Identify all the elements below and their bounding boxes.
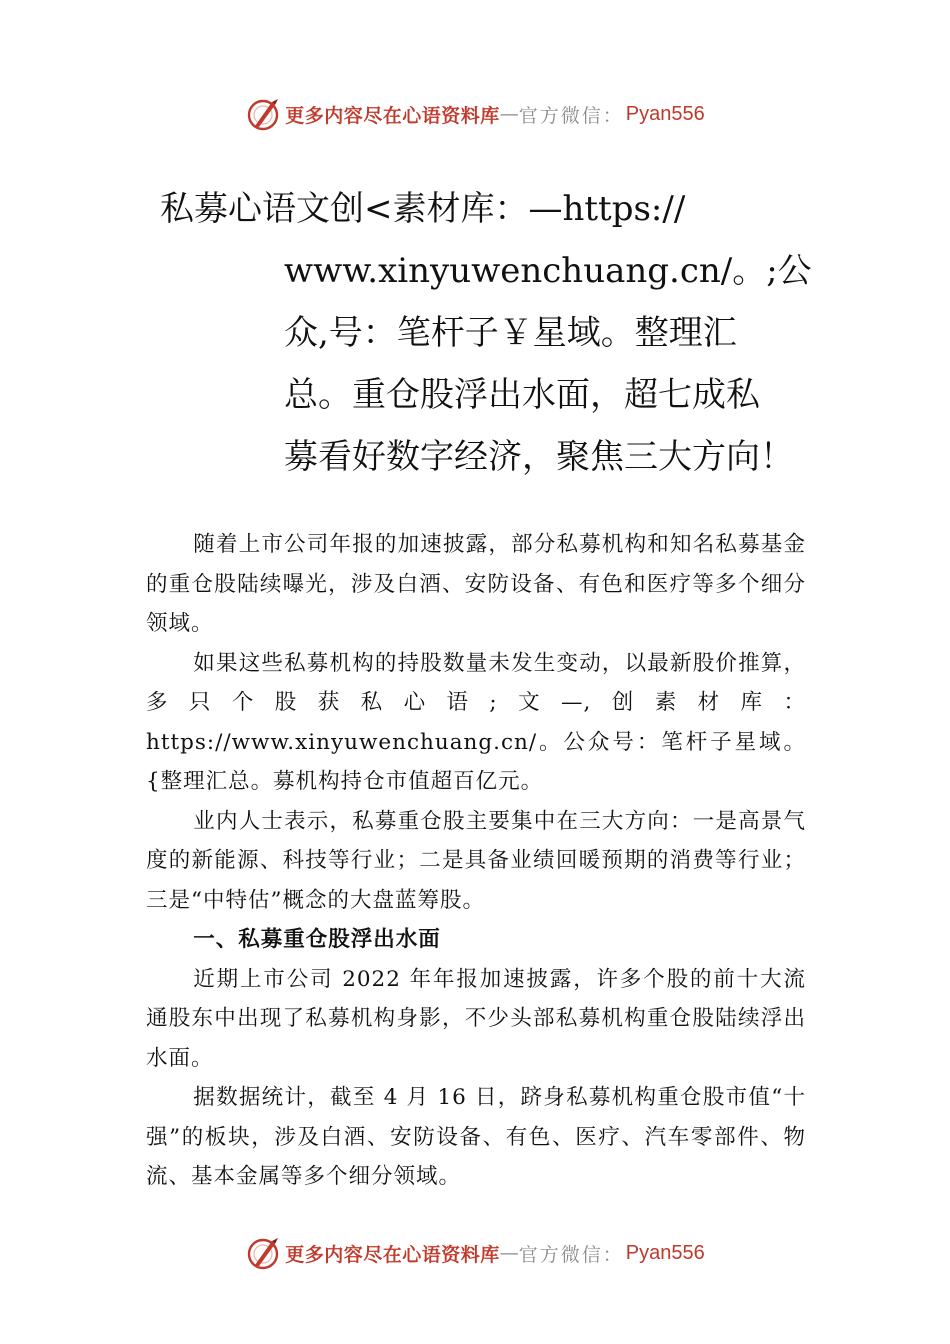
- paragraph-1: 随着上市公司年报的加速披露，部分私募机构和知名私募基金的重仓股陆续曝光，涉及白酒、安防设备、有色和医疗等多个细分领域。: [146, 532, 806, 636]
- quill-logo-icon: [245, 96, 281, 132]
- banner-wechat-label: 官方微信：: [518, 104, 624, 127]
- title-line-1: 私募心语文创<素材库：—https://: [160, 189, 686, 229]
- paragraph-3: 业内人士表示，私募重仓股主要集中在三大方向：一是高景气度的新能源、科技等行业；二是具备业绩回暖预期的消费等行业；三是“中特估”概念的大盘蓝筹股。: [146, 808, 806, 913]
- title-line-2: www.xinyuwenchuang.cn/。;公: [284, 251, 812, 291]
- banner-brand: 更多内容尽在心语资料库: [285, 1243, 500, 1266]
- footer-banner: [0, 1233, 950, 1273]
- banner-separator: —: [499, 103, 519, 125]
- title-line-3: 众,号：笔杆子￥星域。整理汇: [284, 313, 737, 353]
- banner-wechat-id: Pyan556: [625, 1241, 705, 1264]
- paragraph-5: 据数据统计，截至 4 月 16 日，跻身私募机构重仓股市值“十强”的板块，涉及白酒、安防设备、有色、医疗、汽车零部件、物流、基本金属等多个细分领域。: [146, 1085, 806, 1189]
- banner-wechat-id: Pyan556: [625, 102, 705, 125]
- paragraph-2: 如果这些私募机构的持股数量未发生变动，以最新股价推算，多只个股获私心语;文—,创素材库：https://www.xinyuwenchuang.cn/。公众号：笔杆子星域。{整理汇总。募机构持仓市值超百亿元。: [146, 650, 806, 794]
- paragraph-4: 近期上市公司 2022 年年报加速披露，许多个股的前十大流通股东中出现了私募机构身影，不少头部私募机构重仓股陆续浮出水面。: [146, 966, 806, 1071]
- banner-separator: —: [499, 1242, 519, 1264]
- banner-brand: 更多内容尽在心语资料库: [285, 104, 500, 127]
- quill-logo-icon: [245, 1235, 281, 1271]
- banner-wechat-label: 官方微信：: [518, 1243, 624, 1266]
- title-line-4: 总。重仓股浮出水面，超七成私: [284, 375, 760, 415]
- document-body: [146, 525, 806, 1197]
- header-banner: [0, 94, 950, 134]
- section-heading-1: 一、私募重仓股浮出水面: [193, 927, 441, 952]
- title-line-5: 募看好数字经济，聚焦三大方向！: [284, 437, 794, 477]
- document-title: [160, 178, 812, 488]
